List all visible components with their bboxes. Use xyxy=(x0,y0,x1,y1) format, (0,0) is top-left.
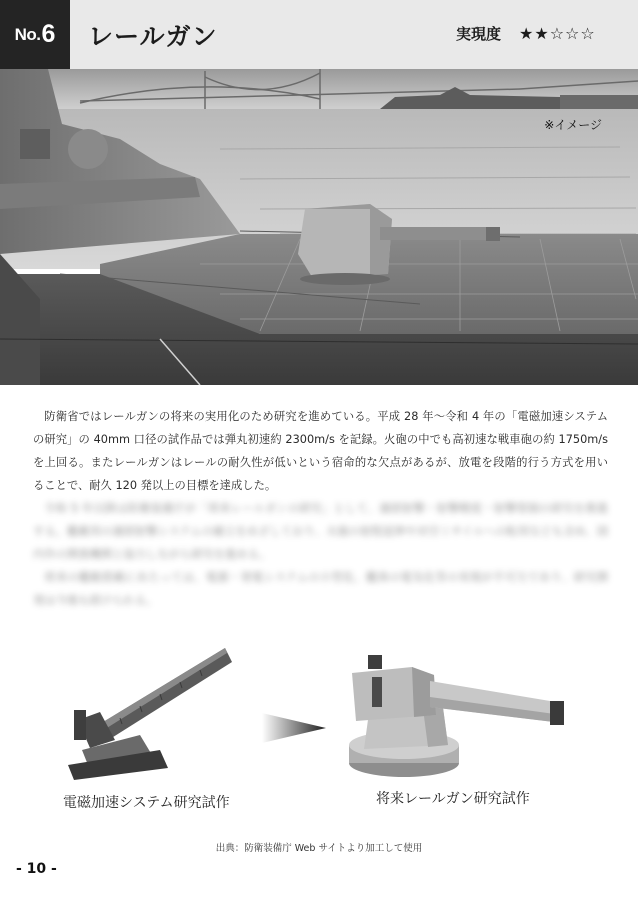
railgun-prototype-figure xyxy=(60,640,240,785)
future-railgun-figure xyxy=(342,645,574,785)
realization-label: 実現度 xyxy=(456,25,502,43)
article-body xyxy=(33,405,608,612)
paragraph-1: 防衛省ではレールガンの将来の実用化のため研究を進めている。平成 28 年～令和 4 年の「電磁加速システムの研究」の 40mm 口径の試作品では弾丸初速約 2300m/s を記録。火砲の中でも高初速な戦車砲の約 1750m/s を上回る。またレールガンはレールの耐久性が低いという宿命的な欠点があるが、放電を段階的行う方式を用いることで、耐久 120 発以上の目標を達成した。 xyxy=(33,410,608,492)
left-figure-caption: 電磁加速システム研究試作 xyxy=(63,795,230,811)
paragraph-intro xyxy=(33,405,608,497)
right-figure-caption: 将来レールガン研究試作 xyxy=(376,791,530,807)
page-title: レールガン xyxy=(88,22,218,51)
paragraph-blurred-2 xyxy=(33,566,608,612)
header-bar xyxy=(0,0,638,69)
paragraph-3: 将来の艦艇搭載にあたっては、電源・発電システムの小型化、艦体の電気化等の実現が不可欠であり、研究開発は今後も続けられる。 xyxy=(33,571,608,607)
source-credit: 出典：防衛装備庁 Web サイトより加工して使用 xyxy=(215,843,423,854)
badge-no-label: No. xyxy=(14,24,41,44)
arrow-right-icon xyxy=(262,713,326,743)
paragraph-blurred-1 xyxy=(33,497,608,566)
image-note: ※イメージ xyxy=(544,118,602,132)
chapter-badge xyxy=(0,0,70,69)
star-rating: ★★☆☆☆ xyxy=(519,24,596,43)
realization-rating xyxy=(456,23,596,44)
page-number: - 10 - xyxy=(16,861,57,877)
badge-number: 6 xyxy=(41,20,56,48)
paragraph-2: 令和 5 年以降は防衛装備庁が「将来レールガンの研究」として、連続射撃・射撃精度・射撃管制の研究を推進する。艦載用の連続射撃システムの確立をめざしており、火砲の射程延伸や対空ミサイルへの転用なども含め、国内外の関係機関と協力しながら研究を進める。 xyxy=(33,502,608,561)
warship-photo xyxy=(0,69,638,385)
